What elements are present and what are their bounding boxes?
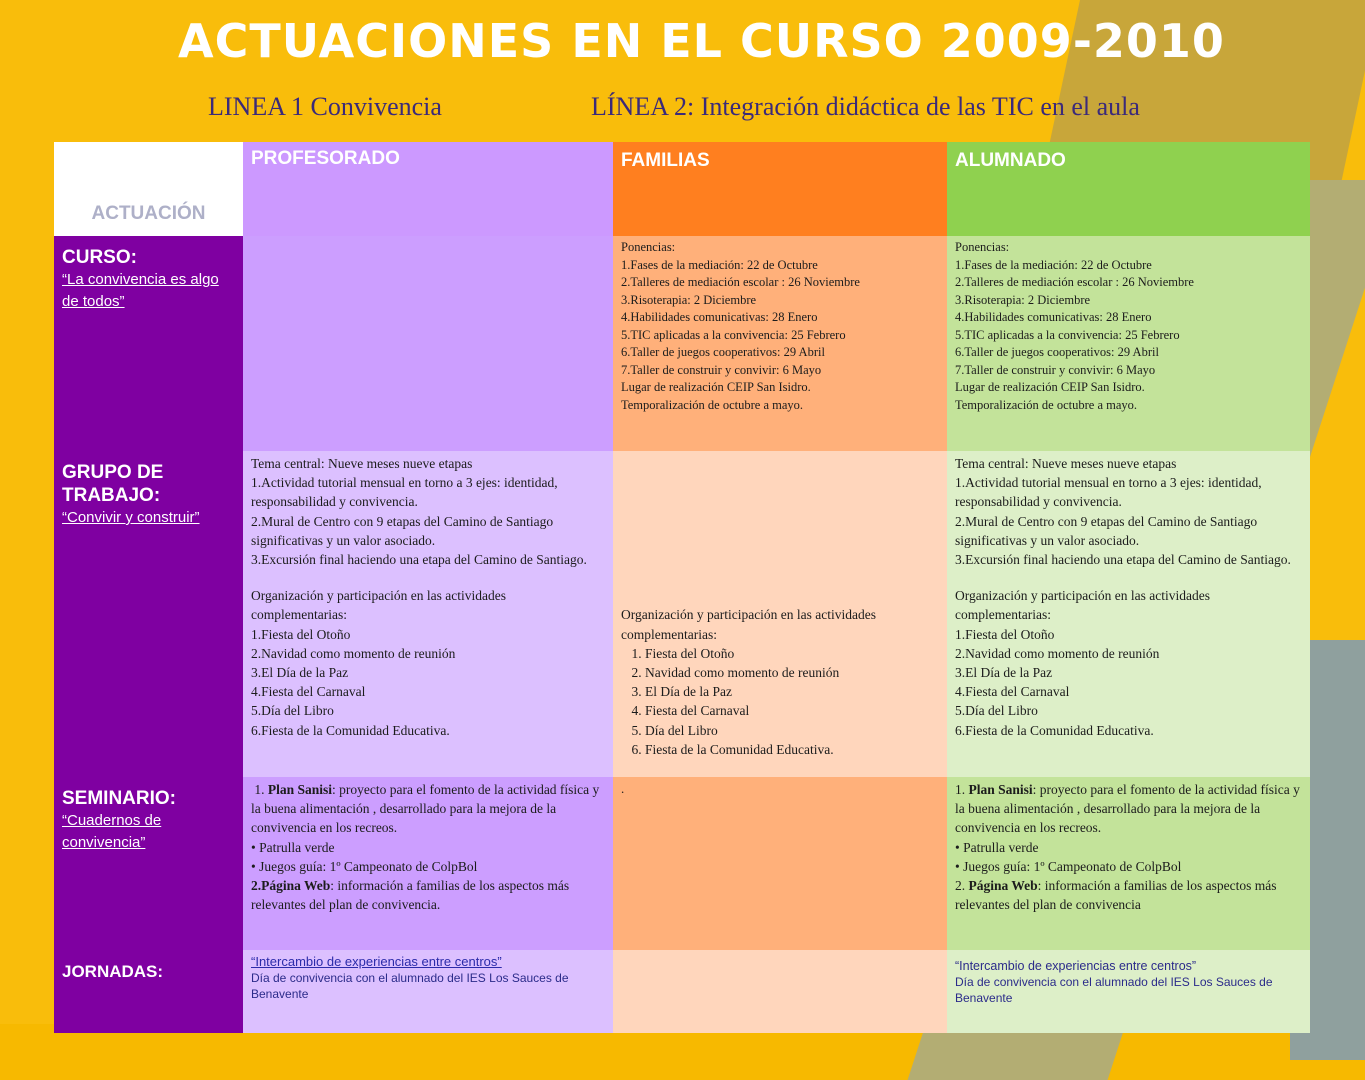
grupo-label: GRUPO DE TRABAJO: <box>62 462 164 506</box>
jornadas-label: JORNADAS: <box>62 962 164 981</box>
plan-sanisi-item <box>955 780 1302 838</box>
plan-name: Plan Sanisi <box>267 782 333 797</box>
jornadas-link[interactable]: “Intercambio de experiencias entre centros” <box>955 959 1197 973</box>
list-item: 3.Risoterapia: 2 Diciembre <box>955 292 1091 307</box>
list-item: 2.Mural de Centro con 9 etapas del Camino de Santiago significativas y un valor asociado. <box>955 513 1258 548</box>
seminario-link[interactable]: “Cuadernos de convivencia” <box>62 812 162 851</box>
curso-familias-cell <box>613 236 947 451</box>
list-item: 4.Fiesta del Carnaval <box>251 684 366 700</box>
pagina-web-item <box>251 876 605 914</box>
list-item: 5.TIC aplicadas a la convivencia: 25 Febrero <box>955 327 1180 342</box>
curso-profesorado-cell <box>243 236 613 451</box>
org-text: Organización y participación en las actividades complementarias: <box>251 588 507 623</box>
table-row-grupo <box>54 451 1310 777</box>
curso-link[interactable]: “La convivencia es algo de todos” <box>62 271 219 310</box>
list-item: 6.Taller de juegos cooperativos: 29 Abril <box>621 345 825 359</box>
time-text: Temporalización de octubre a mayo. <box>621 397 804 412</box>
curso-alumnado-cell <box>947 236 1310 451</box>
row-label-grupo <box>54 451 243 777</box>
list-item: 3.Risoterapia: 2 Diciembre <box>621 292 757 307</box>
tema-central: Tema central: Nueve meses nueve etapas <box>251 456 473 471</box>
ponencias-intro: Ponencias: <box>621 240 676 254</box>
time-text: Temporalización de octubre a mayo. <box>955 397 1138 412</box>
grupo-link[interactable]: “Convivir y construir” <box>62 509 200 526</box>
item-number: 1. <box>254 782 265 797</box>
grupo-profesorado-cell <box>243 451 613 777</box>
bullet-list <box>251 838 605 876</box>
header-row <box>54 142 1310 236</box>
list-item: 3.Excursión final haciendo una etapa del Camino de Santiago. <box>955 552 1291 568</box>
list-item: 5.Día del Libro <box>955 703 1038 719</box>
list-item: 3.Excursión final haciendo una etapa del Camino de Santiago. <box>251 552 587 568</box>
list-item: • Juegos guía: 1º Campeonato de ColpBol <box>251 857 605 876</box>
item-number: 1. <box>955 782 966 797</box>
list-item: • Patrulla verde <box>955 838 1302 857</box>
list-item: • Patrulla verde <box>251 838 605 857</box>
ponencias-list <box>621 257 939 380</box>
web-name: Página Web <box>261 878 331 894</box>
header-familias: FAMILIAS <box>613 142 947 236</box>
plan-sanisi-item <box>251 780 605 838</box>
table-row-seminario <box>54 777 1310 950</box>
row-label-seminario <box>54 777 243 950</box>
org-text: Organización y participación en las actividades complementarias: <box>955 588 1211 623</box>
list-item: 5. Día del Libro <box>645 721 939 740</box>
table-row-jornadas <box>54 950 1310 1033</box>
row-label-curso <box>54 236 243 451</box>
pagina-web-item <box>955 876 1302 914</box>
list-item: 1.Fiesta del Otoño <box>251 626 351 642</box>
list-item: 3. El Día de la Paz <box>645 682 939 701</box>
list-item: 2.Talleres de mediación escolar : 26 Noviembre <box>955 275 1194 289</box>
list-item: 1.Fases de la mediación: 22 de Octubre <box>621 257 818 272</box>
subtitle-line-2: LÍNEA 2: Integración didáctica de las TIC en el aula <box>591 92 1140 121</box>
list-item: 1. Fiesta del Otoño <box>645 644 939 663</box>
list-item: 1.Actividad tutorial mensual en torno a 3 ejes: identidad, responsabilidad y convivencia. <box>251 475 558 510</box>
grupo-familias-cell <box>613 451 947 777</box>
web-text: : información a familias de los aspectos más relevantes del plan de convivencia <box>955 878 1277 913</box>
list-item: 2.Talleres de mediación escolar : 26 Noviembre <box>621 275 860 289</box>
list-item: 2.Navidad como momento de reunión <box>955 645 1160 661</box>
empty-dot: . <box>621 781 625 796</box>
row-label-jornadas <box>54 950 243 1033</box>
list-item: 4.Habilidades comunicativas: 28 Enero <box>621 310 818 324</box>
activities-list <box>621 644 939 759</box>
bullet-list <box>955 838 1302 876</box>
seminario-profesorado-cell <box>243 777 613 950</box>
table-row-curso <box>54 236 1310 451</box>
list-item: 5.Día del Libro <box>251 703 334 719</box>
list-item: 7.Taller de construir y convivir: 6 Mayo <box>621 362 822 377</box>
curso-label: CURSO: <box>62 247 137 268</box>
org-text: Organización y participación en las actividades complementarias: <box>621 607 877 642</box>
list-item: 4. Fiesta del Carnaval <box>645 701 939 720</box>
list-item: 2.Navidad como momento de reunión <box>251 645 456 661</box>
list-item: 1.Fases de la mediación: 22 de Octubre <box>955 257 1152 272</box>
ponencias-list <box>955 257 1302 380</box>
jornadas-alumnado-cell <box>947 950 1310 1033</box>
header-actuacion: ACTUACIÓN <box>54 142 243 236</box>
item-number: 2. <box>955 878 966 894</box>
plan-text: : proyecto para el fomento de la actividad física y la buena alimentación , desarrollado para la mejora de la convivencia en los recreos. <box>955 782 1300 836</box>
list-item: 6.Taller de juegos cooperativos: 29 Abril <box>955 345 1159 359</box>
plan-text: : proyecto para el fomento de la actividad física y la buena alimentación , desarrollado para la mejora de la convivencia en los recreos. <box>251 782 600 836</box>
grupo-alumnado-cell <box>947 451 1310 777</box>
place-text: Lugar de realización CEIP San Isidro. <box>621 380 811 394</box>
list-item: 3.El Día de la Paz <box>251 665 349 681</box>
list-item: 6.Fiesta de la Comunidad Educativa. <box>251 722 450 738</box>
jornadas-text: Día de convivencia con el alumnado del IES Los Sauces de Benavente <box>251 971 569 1001</box>
list-item: 1.Fiesta del Otoño <box>955 626 1055 642</box>
list-item: 7.Taller de construir y convivir: 6 Mayo <box>955 362 1156 377</box>
list-item: 5.TIC aplicadas a la convivencia: 25 Febrero <box>621 327 846 342</box>
list-item: 4.Habilidades comunicativas: 28 Enero <box>955 310 1152 324</box>
web-name: Página Web <box>968 878 1038 894</box>
jornadas-link[interactable]: “Intercambio de experiencias entre centros” <box>251 954 502 969</box>
header-alumnado: ALUMNADO <box>947 142 1310 236</box>
list-item: 1.Actividad tutorial mensual en torno a 3 ejes: identidad, responsabilidad y convivencia. <box>955 475 1262 510</box>
web-text: : información a familias de los aspectos más relevantes del plan de convivencia. <box>251 878 570 913</box>
list-item: 3.El Día de la Paz <box>955 665 1053 681</box>
list-item: • Juegos guía: 1º Campeonato de ColpBol <box>955 857 1302 876</box>
list-item: 4.Fiesta del Carnaval <box>955 684 1070 700</box>
list-item: 2.Mural de Centro con 9 etapas del Camino de Santiago significativas y un valor asociado. <box>251 513 554 548</box>
plan-name: Plan Sanisi <box>968 782 1033 797</box>
seminario-label: SEMINARIO: <box>62 788 176 809</box>
jornadas-text: Día de convivencia con el alumnado del IES Los Sauces de Benavente <box>955 975 1273 1005</box>
page-title: ACTUACIONES EN EL CURSO 2009-2010 <box>178 14 1225 68</box>
jornadas-profesorado-cell <box>243 950 613 1033</box>
list-item: 2. Navidad como momento de reunión <box>645 663 939 682</box>
ponencias-intro: Ponencias: <box>955 240 1010 254</box>
list-item: 6. Fiesta de la Comunidad Educativa. <box>645 740 939 759</box>
jornadas-familias-cell <box>613 950 947 1033</box>
actions-table <box>54 142 1310 1033</box>
list-item: 6.Fiesta de la Comunidad Educativa. <box>955 722 1154 738</box>
item-number: 2. <box>251 878 262 894</box>
header-profesorado: PROFESORADO <box>243 142 613 236</box>
seminario-alumnado-cell <box>947 777 1310 950</box>
seminario-familias-cell <box>613 777 947 950</box>
subtitle-line-1: LINEA 1 Convivencia <box>208 92 442 121</box>
tema-central: Tema central: Nueve meses nueve etapas <box>955 456 1177 471</box>
place-text: Lugar de realización CEIP San Isidro. <box>955 380 1145 394</box>
